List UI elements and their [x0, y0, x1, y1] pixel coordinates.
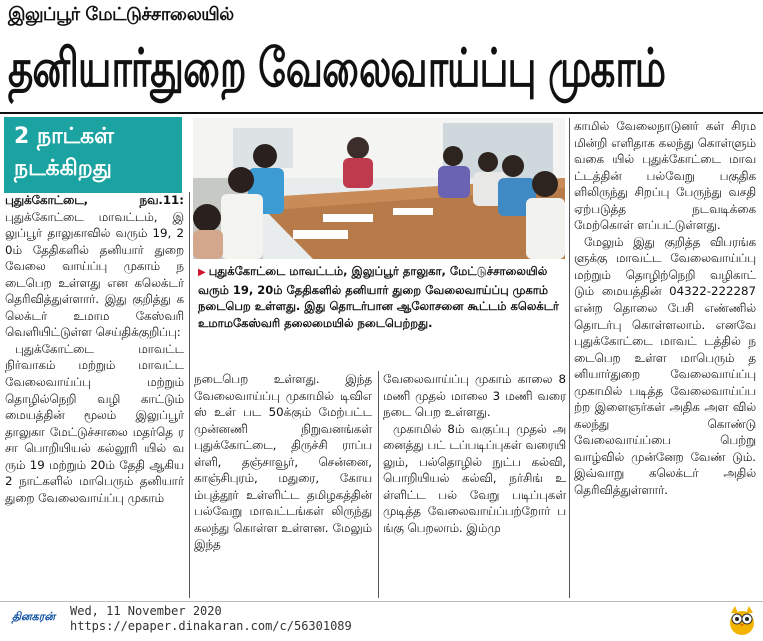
article-column-3 — [383, 371, 566, 536]
article-column-2 — [194, 371, 372, 553]
footer-rule — [0, 601, 763, 602]
article-paragraph: நடைபெற உள்ளது. இந்த வேலைவாய்ப்பு முகாமில் டிவிஎஸ் உள் பட 50க்கும் மேற்பட்ட முன்னணி நிறுவனங்கள் புதுக்கோட்டை, திருச்சி ராப்பள்ளி, தஞ்சாவூர், சென்னை, காஞ்சிபுரம், மதுரை, கோயம்புத்தூர் உள்ளிட்ட தமிழகத்தின் பல்வேறு மாவட்டங்கள் லிருந்து கலந்து கொள்ள உள்ளன. மேலும் இந்த — [194, 372, 372, 552]
headline-rule — [0, 112, 763, 114]
meeting-photo-illustration — [193, 118, 565, 259]
headline — [0, 30, 763, 110]
dinakaran-logo: தினகரன் — [12, 610, 56, 623]
article-dateline: புதுக்கோட்டை, நவ.11: — [5, 193, 184, 207]
article-paragraph — [5, 192, 184, 341]
article-column-1 — [5, 192, 184, 506]
meeting-photo — [193, 118, 565, 259]
photo-caption — [198, 263, 568, 331]
footer-date: Wed, 11 November 2020 — [70, 604, 222, 618]
article-column-4 — [574, 118, 756, 499]
article-paragraph: புதுக்கோட்டை மாவட்ட நிர்வாகம் மற்றும் மாவட்ட வேலைவாய்ப்பு மற்றும் தொழில்நெறி வழி காட்டும் மையத்தின் மூலம் இலுப்பூர் தாலுகா மேட்டுச்சாலை மதர்தெ ரசா பொறியியல் கல்லூரி யில் வரும் 19 மற்றும் 20ம் தேதி ஆகிய 2 நாட்களில் மாபெரும் தனியார் துறை வேலைவாய்ப்பு முகாம் — [5, 341, 184, 505]
footer-meta — [70, 604, 352, 634]
article-paragraph: காமில் வேலைநாடுனர் கள் சிரமமின்றி எளிதாக கலந்து கொள்ளும் வகை யில் புதுக்கோட்டை மாவட்டத்தின் பல்வேறு பகுதிகளிலிருந்து சிறப்பு பேருந்து வசதி ஏற்படுத்த நடவடிக்கை மேற்கொள் ளப்பட்டுள்ளது. — [574, 119, 756, 233]
article-text: புதுக்கோட்டை மாவட்டம், இலுப்பூர் தாலுகாவில் வரும் 19, 20ம் தேதிகளில் தனியார் துறை வேலை வாய்ப்பு முகாம் நடைபெற உள்ளது என கலெக்டர் தெரிவித்துள்ளார். இது குறித்து கலெக்டர் உமாம கேஸ்வரி வெளியிட்டுள்ள செய்திக்குறிப்பு: — [5, 209, 184, 340]
footer-url[interactable]: https://epaper.dinakaran.com/c/56301089 — [70, 619, 352, 633]
subhead-box: 2 நாட்கள் நடக்கிறது — [4, 117, 182, 193]
headline-text: தனியார்துறை வேலைவாய்ப்பு முகாம் — [8, 38, 666, 100]
article-paragraph: முகாமில் 8ம் வகுப்பு முதல் அனைத்து பட் டப்படிப்புகள் வரையி லும், பல்தொழில் நுட்ப கல்வி, பொறியியல் கல்வி, நர்சிங் உள்ளிட்ட பல் வேறு படிப்புகள் முடித்த வேலைவாய்ப்பற்றோர் பங்கு பெறலாம். இம்மு — [383, 421, 566, 535]
caption-bullet-icon: ▶ — [198, 267, 206, 278]
article-paragraph: வேலைவாய்ப்பு முகாம் காலை 8 மணி முதல் மாலை 3 மணி வரை நடை பெற உள்ளது. — [383, 372, 566, 420]
column-divider — [569, 118, 570, 598]
article-paragraph: மேலும் இது குறித்த விபரங்களுக்கு மாவட்ட வேலைவாய்ப்பு மற்றும் தொழிற்நெறி வழிகாட் டும் மையத்தின் 04322-222287 என்ற தொலை பேசி எண்ணில் தொடர்பு கொள்ளலாம். எனவே புதுக்கோட்டை மாவட் டத்தில் நடைபெற உள்ள மாபெரும் தனியார்துறை வேலைவாய்ப்பு முகாமில் படித்த வேலைவாய்ப்பற்ற இளைஞர்கள் அதிக அள வில் கலந்து கொண்டு வேலைவாய்ப்பை பெற்று வாழ்வில் முன்னேற வேண் டும். இவ்வாறு கலெக்டர் அதில் தெரிவித்துள்ளார். — [574, 234, 756, 498]
column-divider — [189, 192, 190, 598]
column-divider — [378, 371, 379, 598]
caption-text: புதுக்கோட்டை மாவட்டம், இலுப்பூர் தாலுகா, மேட்டுச்சாலையில் வரும் 19, 20ம் தேதிகளில் தனியார் துறை வேலைவாய்ப்பு முகாம் நடைபெற உள்ளது. இது தொடர்பான ஆலோசனை கூட்டம் கலெக்டர் உமாமகேஸ்வரி தலைமையில் நடைபெற்றது. — [198, 264, 559, 330]
kicker-title: இலுப்பூர் மேட்டுச்சாலையில் — [8, 4, 234, 25]
owl-icon — [728, 604, 756, 636]
